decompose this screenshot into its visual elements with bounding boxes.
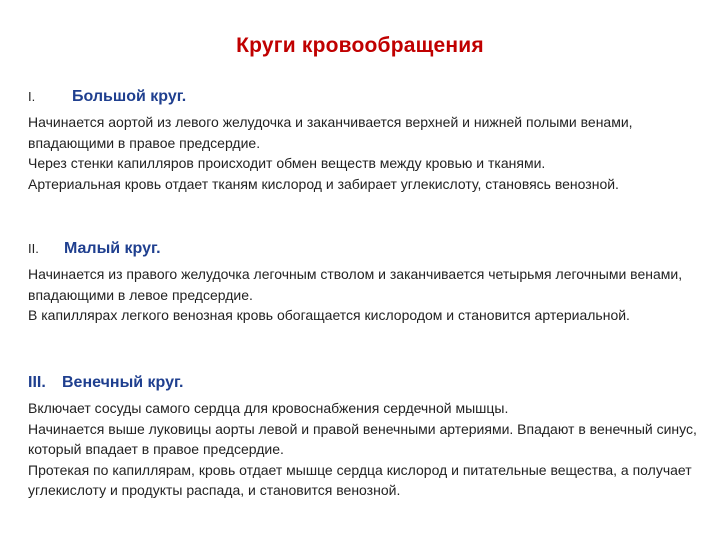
section-heading-label: Венечный круг. — [62, 374, 184, 391]
section-numeral: II. — [28, 241, 39, 256]
paragraph: Включает сосуды самого сердца для кровоснабжения сердечной мышцы. — [28, 400, 509, 416]
section-pulmonary-circulation — [28, 240, 698, 326]
section-heading — [28, 374, 698, 398]
section-coronary-circulation — [28, 374, 698, 501]
paragraph: Начинается из правого желудочка легочным стволом и заканчивается четырьмя легочными венами, впадающими в левое предсердие. — [28, 266, 683, 303]
section-heading — [28, 240, 698, 264]
paragraph: Начинается аортой из левого желудочка и заканчивается верхней и нижней полыми венами, впадающими в правое предсердие. — [28, 114, 633, 151]
paragraph: Через стенки капилляров происходит обмен веществ между кровью и тканями. — [28, 155, 546, 171]
section-heading-label: Большой круг. — [72, 88, 187, 105]
section-heading — [28, 88, 698, 112]
page-title: Круги кровообращения — [236, 34, 484, 57]
paragraph: В капиллярах легкого венозная кровь обогащается кислородом и становится артериальной. — [28, 307, 630, 323]
section-systemic-circulation — [28, 88, 698, 194]
section-numeral: III. — [28, 374, 46, 391]
paragraph: Протекая по капиллярам, кровь отдает мышце сердца кислород и питательные вещества, а получает углекислоту и продукты распада, и становится венозной. — [28, 461, 692, 498]
paragraph: Начинается выше луковицы аорты левой и правой венечными артериями. Впадают в венечный синус, который впадает в правое предсердие. — [28, 420, 697, 457]
section-heading-label: Малый круг. — [64, 240, 161, 257]
paragraph: Артериальная кровь отдает тканям кислород и забирает углекислоту, становясь венозной. — [28, 175, 619, 192]
section-numeral: I. — [28, 89, 36, 104]
